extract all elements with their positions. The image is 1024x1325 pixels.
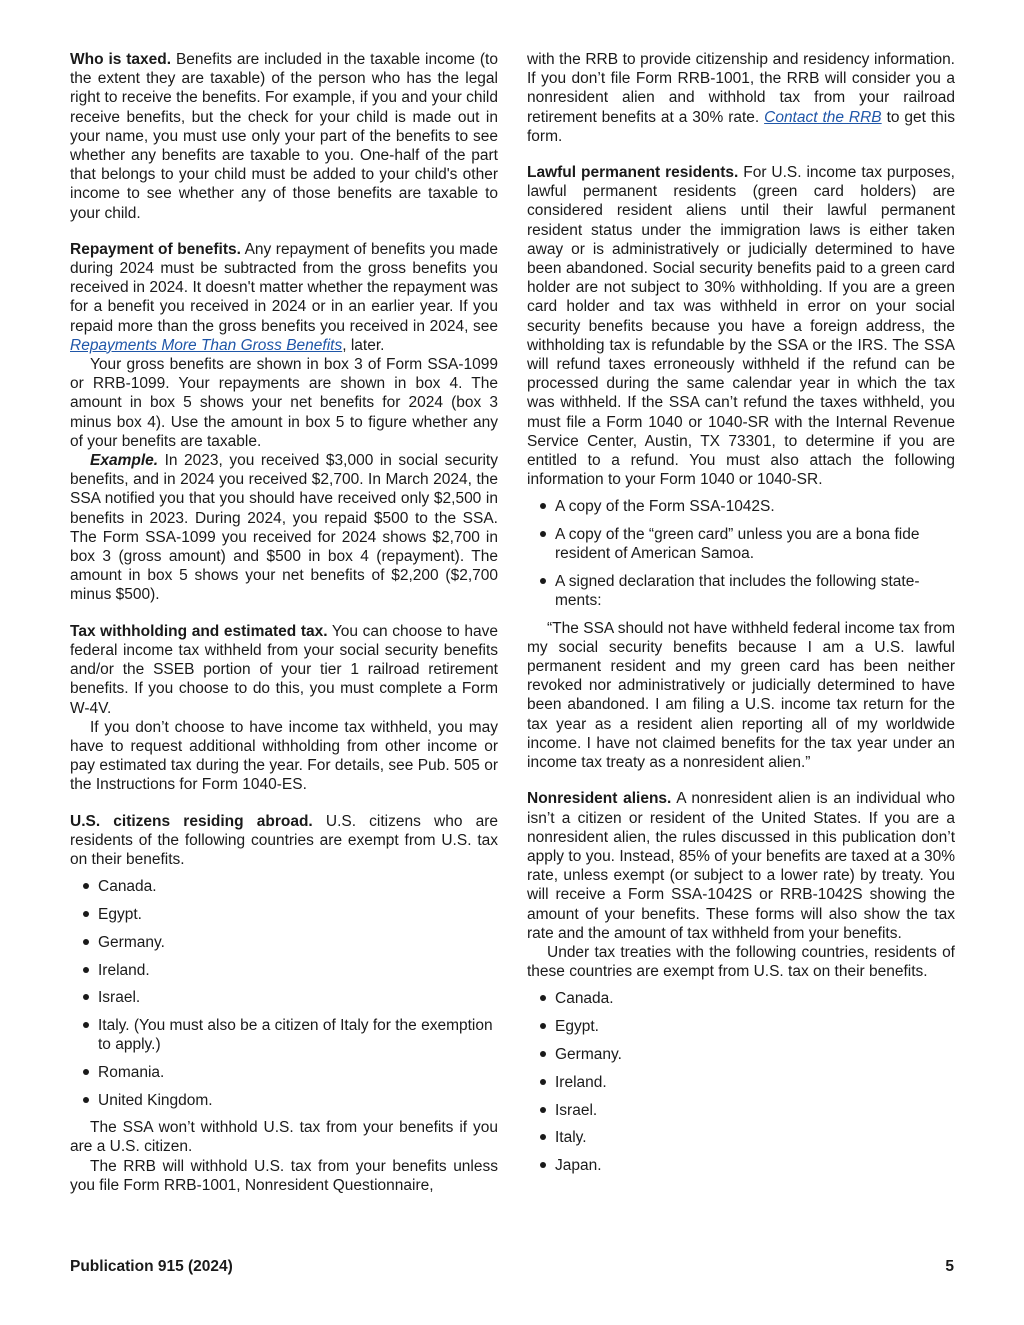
citizens-abroad-heading: U.S. citizens residing abroad.: [70, 812, 313, 830]
contact-the-rrb-link[interactable]: Contact the RRB: [764, 108, 882, 126]
left-column: [70, 50, 498, 1195]
lawful-residents-attachments-list: [527, 497, 955, 610]
publication-footer: Publication 915 (2024): [70, 1258, 233, 1275]
tax-treaties-paragraph: Under tax treaties with the following countries, residents of these countries are exempt from U.S. tax on their benefits.: [527, 943, 955, 981]
list-item: Ireland.: [70, 961, 498, 980]
list-item: United Kingdom.: [70, 1091, 498, 1110]
citizens-abroad-paragraph: [70, 812, 498, 870]
list-item: Canada.: [527, 989, 955, 1008]
signed-declaration-quote: “The SSA should not have withheld federal income tax from my social security benefits because I am a U.S. lawful permanent resident and my green card has been neither revoked nor administratively or judicially determined to have been abandoned. I am filing a U.S. income tax return for the tax year as a resident alien reporting all of my worldwide income. I have not claimed benefits for the tax year under an income tax treaty as a nonresident alien.”: [527, 619, 955, 772]
repayment-body-1: Any repayment of benefits you made during 2024 must be subtracted from the gross benefits you received in 2024. It doesn't matter whether the repayment was for a benefit you received in 2024 or in an earlier year. If you repaid more than the gross benefits you received in 2024, see: [70, 240, 499, 335]
list-item: Romania.: [70, 1063, 498, 1082]
citizens-abroad-country-list: [70, 877, 498, 1110]
right-column: [527, 50, 955, 1183]
rrb-continued-body-1: with the RRB to provide citizenship and residency information. If you don’t file Form RRB-1001, the RRB will consider you a nonresident alien and withhold tax from your railroad retirement benefits at a 30% rate.: [527, 51, 955, 126]
withholding-paragraph: [70, 622, 498, 718]
repayment-heading: Repayment of benefits.: [70, 240, 241, 258]
list-item: Italy. (You must also be a citizen of Italy for the exemption to apply.): [70, 1016, 498, 1054]
who-is-taxed-body: Benefits are included in the taxable income (to the extent they are taxable) of the person who has the legal right to receive the benefits. For example, if you and your child receive benefits, but the check for your child is made out in your name, you must use only your part of the benefits to see whether any benefits are taxable to you. One-half of the part that belongs to your child must be added to your child's other income to see whether any of those benefits are taxable to your child.: [70, 51, 498, 222]
withholding-body: You can choose to have federal income tax withheld from your social security benefits and/or the SSEB portion of your tier 1 railroad retirement benefits. If you choose to do this, you must complete a Form W-4V.: [70, 622, 498, 717]
repayment-paragraph: [70, 240, 498, 355]
list-item: A copy of the Form SSA-1042S.: [527, 497, 955, 516]
withholding-paragraph-2: If you don’t choose to have income tax withheld, you may have to request additional withholding from other income or pay estimated tax during the year. For details, see Pub. 505 or the Instructions for Form 1040-ES.: [70, 718, 498, 794]
treaty-country-list: [527, 989, 955, 1175]
list-item: Israel.: [70, 988, 498, 1007]
list-item: Italy.: [527, 1128, 955, 1147]
list-item: Japan.: [527, 1156, 955, 1175]
gross-benefits-paragraph: Your gross benefits are shown in box 3 of Form SSA-1099 or RRB-1099. Your repayments are shown in box 4. The amount in box 5 shows your net benefits for 2024 (box 3 minus box 4). Use the amount in box 5 to figure whether any of your benefits are taxable.: [70, 356, 498, 450]
citizens-abroad-body: U.S. citizens who are residents of the following countries are exempt from U.S. tax on their benefits.: [70, 812, 498, 868]
who-is-taxed-paragraph: [70, 50, 498, 223]
repayment-body-2: , later.: [342, 336, 385, 354]
page-number: 5: [945, 1258, 954, 1275]
nonresident-aliens-paragraph: [527, 789, 955, 943]
rrb-continued-paragraph: [527, 50, 955, 146]
ssa-withhold-paragraph: The SSA won’t withhold U.S. tax from your benefits if you are a U.S. citizen.: [70, 1119, 498, 1156]
list-item: A copy of the “green card” unless you are a bona fide resident of American Samoa.: [527, 525, 955, 563]
who-is-taxed-heading: Who is taxed.: [70, 51, 172, 68]
list-item: Israel.: [527, 1101, 955, 1120]
list-item: Germany.: [527, 1045, 955, 1064]
list-item: Canada.: [70, 877, 498, 896]
lawful-permanent-residents-body: For U.S. income tax purposes, lawful permanent residents (green card holders) are considered resident aliens until their lawful permanent resident status under the immigration laws is either taken away or is administratively or judicially determined to have been abandoned. Social security benefits paid to a green card holder are not subject to 30% withholding. If you are a green card holder and tax was withheld in error on your social security benefits because you have a foreign address, the withholding tax is refundable by the SSA or the IRS. The SSA will refund taxes erroneously withheld if the refund can be processed during the same calendar year in which the tax was withheld. If the SSA can’t refund the taxes withheld, you must file a Form 1040 or 1040-SR with the Internal Revenue Service Center, Austin, TX 73301, to determine if you are entitled to a refund. You must also attach the following information to your Form 1040 or 1040-SR.: [527, 164, 955, 489]
withholding-heading: Tax withholding and estimated tax.: [70, 622, 328, 640]
list-item: Egypt.: [70, 905, 498, 924]
repayments-more-than-gross-benefits-link[interactable]: Repayments More Than Gross Benefits: [70, 336, 343, 354]
lawful-permanent-residents-paragraph: [527, 163, 955, 489]
list-item: Ireland.: [527, 1073, 955, 1092]
rrb-continued-body-2: to get this form.: [527, 108, 955, 145]
list-item: Egypt.: [527, 1017, 955, 1036]
example-paragraph: [70, 451, 498, 605]
rrb-withhold-paragraph: The RRB will withhold U.S. tax from your benefits unless you file Form RRB-1001, Nonresident Questionnaire,: [70, 1157, 498, 1194]
list-item: Germany.: [70, 933, 498, 952]
list-item: A signed declaration that includes the following statements:: [527, 572, 955, 610]
nonresident-aliens-heading: Nonresident aliens.: [527, 790, 672, 808]
example-lead: Example.: [90, 452, 159, 470]
lawful-permanent-residents-heading: Lawful permanent residents.: [527, 164, 739, 182]
nonresident-aliens-body: A nonresident alien is an individual who isn’t a citizen or resident of the United States. If you are a nonresident alien, the rules discussed in this publication don’t apply to you. Instead, 85% of your benefits are taxed at a 30% rate, unless exempt (or subject to a lower rate) by treaty. You will receive a Form SSA-1042S or RRB-1042S showing the amount of your benefits. These forms will also show the tax rate and the amount of tax withheld from your benefits.: [527, 790, 955, 942]
example-body: In 2023, you received $3,000 in social security benefits, and in 2024 you received $2,700. In March 2024, the SSA notified you that you should have received only $2,500 in benefits in 2023. During 2024, you repaid $500 to the SSA. The Form SSA-1099 you received for 2024 shows $2,700 in box 3 (gross amount) and $500 in box 4 (repayment). The amount in box 5 shows your net benefits of $2,200 ($2,700 minus $500).: [70, 452, 498, 604]
